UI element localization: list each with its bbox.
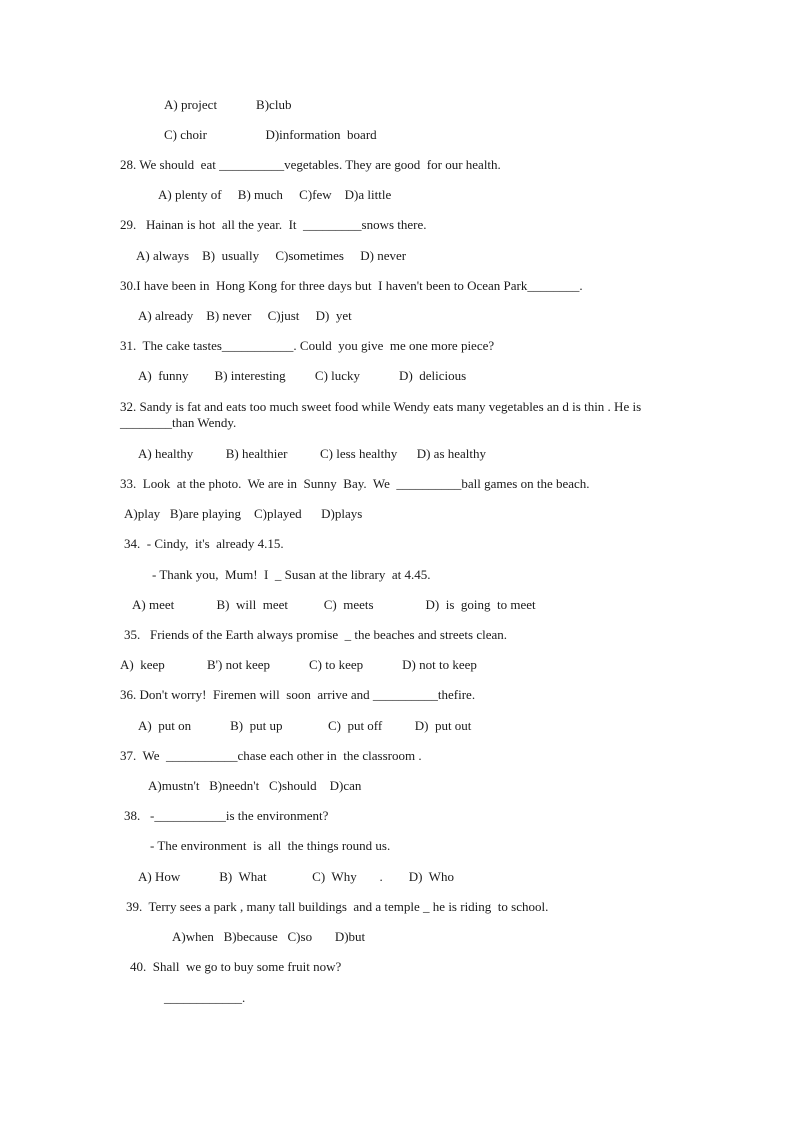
q31-options: A) funny B) interesting C) lucky D) delicious bbox=[138, 368, 467, 383]
question-34: 34. - Cindy, it's already 4.15. bbox=[124, 536, 284, 551]
q34-options: A) meet B) will meet C) meets D) is going to meet bbox=[132, 597, 536, 612]
q29-options: A) always B) usually C)sometimes D) never bbox=[136, 248, 407, 263]
q39-options: A)when B)because C)so D)but bbox=[172, 929, 366, 944]
q38-dialogue: - The environment is all the things round us. bbox=[150, 838, 391, 853]
q30-options: A) already B) never C)just D) yet bbox=[138, 308, 352, 323]
q27-options-line2: C) choir D)information board bbox=[164, 127, 377, 142]
question-28: 28. We should eat __________vegetables. They are good for our health. bbox=[120, 157, 501, 172]
question-38: 38. -___________is the environment? bbox=[124, 808, 329, 823]
q28-options: A) plenty of B) much C)few D)a little bbox=[158, 187, 392, 202]
question-39: 39. Terry sees a park , many tall buildings and a temple _ he is riding to school. bbox=[126, 899, 549, 914]
question-32: 32. Sandy is fat and eats too much sweet food while Wendy eats many vegetables an d is thin . He is ________than Wendy. bbox=[120, 399, 642, 430]
q34-dialogue: - Thank you, Mum! I _ Susan at the library at 4.45. bbox=[152, 567, 431, 582]
q27-options-line1: A) project B)club bbox=[164, 97, 292, 112]
question-31: 31. The cake tastes___________. Could you give me one more piece? bbox=[120, 338, 495, 353]
question-36: 36. Don't worry! Firemen will soon arrive and __________thefire. bbox=[120, 687, 476, 702]
q36-options: A) put on B) put up C) put off D) put out bbox=[138, 718, 472, 733]
q33-options: A)play B)are playing C)played D)plays bbox=[124, 506, 363, 521]
q37-options: A)mustn't B)needn't C)should D)can bbox=[148, 778, 362, 793]
q35-options: A) keep B') not keep C) to keep D) not to keep bbox=[120, 657, 477, 672]
question-35: 35. Friends of the Earth always promise _ the beaches and streets clean. bbox=[124, 627, 508, 642]
question-33: 33. Look at the photo. We are in Sunny Bay. We __________ball games on the beach. bbox=[120, 476, 590, 491]
q32-options: A) healthy B) healthier C) less healthy D) as healthy bbox=[138, 446, 487, 461]
question-40: 40. Shall we go to buy some fruit now? bbox=[130, 959, 342, 974]
q38-options: A) How B) What C) Why . D) Who bbox=[138, 869, 454, 884]
q40-answer-blank: ____________. bbox=[164, 990, 246, 1005]
question-30: 30.I have been in Hong Kong for three days but I haven't been to Ocean Park________. bbox=[120, 278, 583, 293]
question-29: 29. Hainan is hot all the year. It _________snows there. bbox=[120, 217, 427, 232]
question-37: 37. We ___________chase each other in the classroom . bbox=[120, 748, 422, 763]
